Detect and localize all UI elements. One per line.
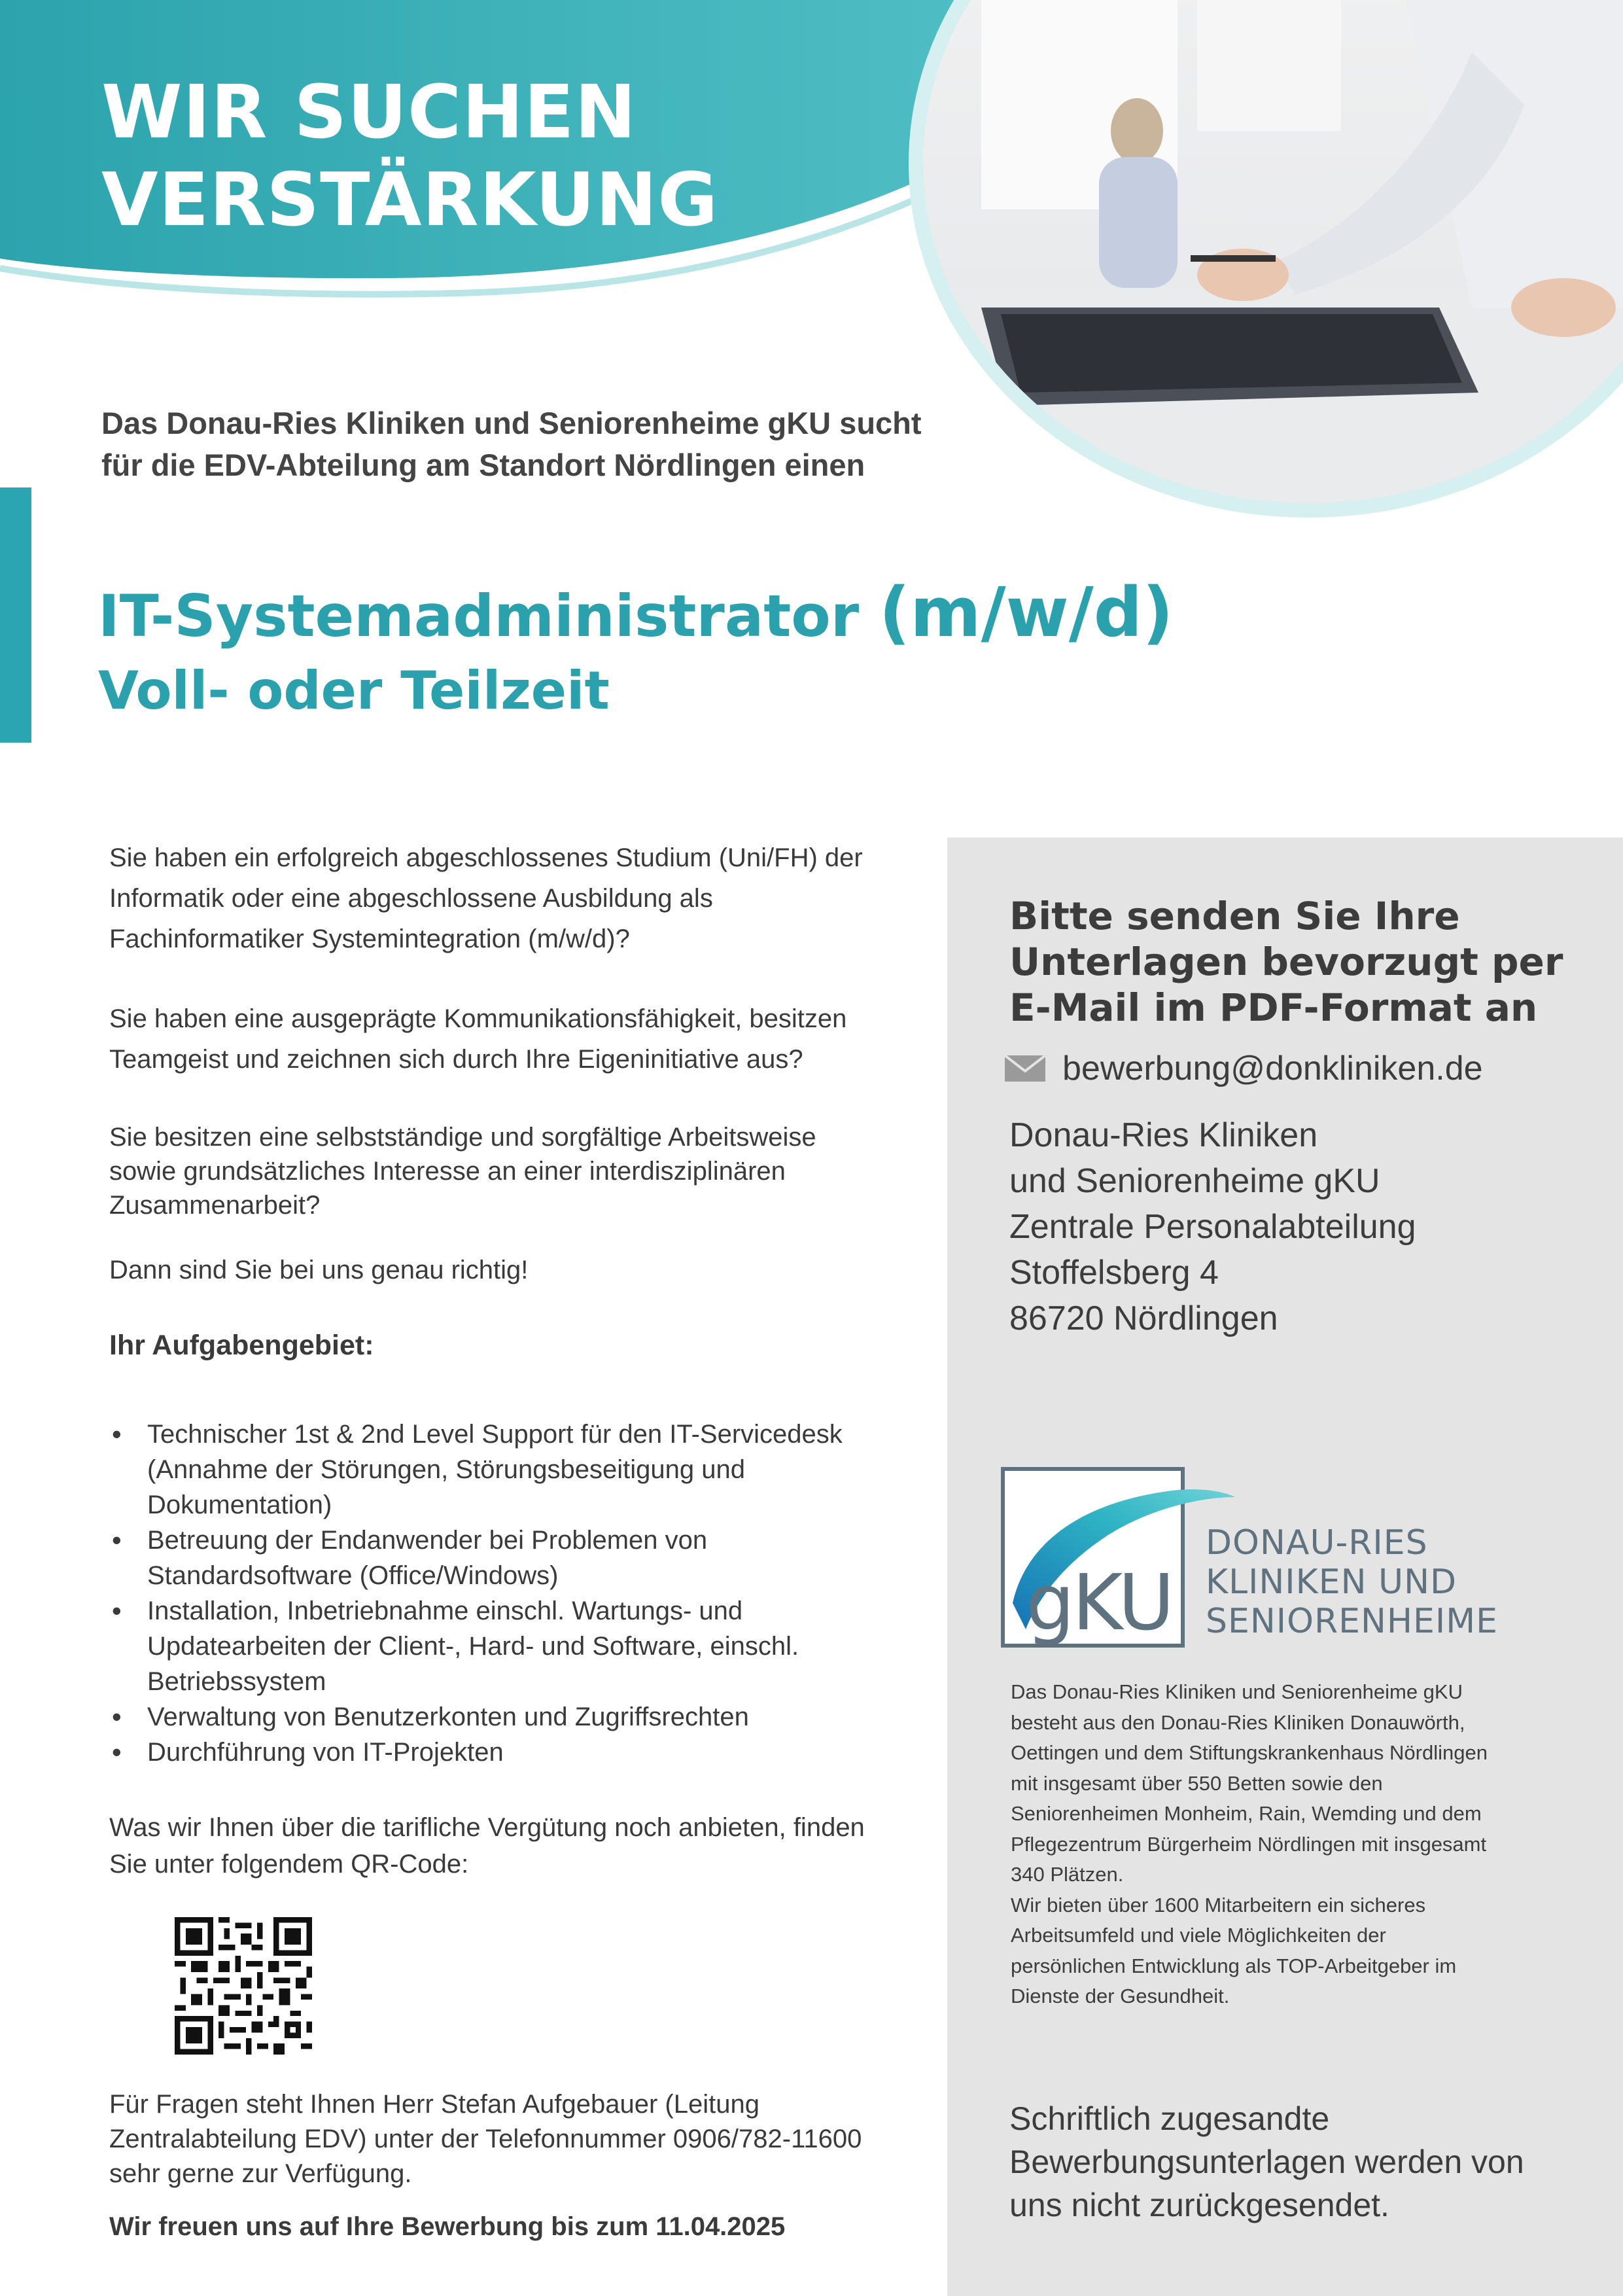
text-line: Sie haben ein erfolgreich abgeschlossenes Studium (Uni/FH) der <box>109 843 863 872</box>
text-line: 340 Plätzen. <box>1011 1863 1124 1886</box>
return-note <box>1009 2097 1598 2227</box>
text-line: • Betreuung der Endanwender bei Problemen von <box>147 1526 708 1555</box>
text-line: • Durchführung von IT-Projekten <box>147 1738 504 1767</box>
office-worker-laptop-photo <box>916 0 1623 523</box>
text-line: 86720 Nördlingen <box>1009 1299 1278 1337</box>
text-line: Teamgeist und zeichnen sich durch Ihre Eigeninitiative aus? <box>109 1045 803 1074</box>
text-line: Pflegezentrum Bürgerheim Nördlingen mit insgesamt <box>1011 1832 1487 1856</box>
text-line: Donau-Ries Kliniken <box>1009 1116 1318 1154</box>
text-line: Arbeitsumfeld und viele Möglichkeiten der <box>1011 1924 1386 1947</box>
text-line: Seniorenheimen Monheim, Rain, Wemding und dem <box>1011 1802 1482 1825</box>
list-item <box>109 1523 927 1593</box>
text-line: Unterlagen bevorzugt per <box>1009 940 1563 984</box>
text-line: SENIORENHEIME <box>1206 1602 1498 1641</box>
text-line: • Technischer 1st & 2nd Level Support für den IT-Servicedesk <box>147 1420 843 1449</box>
text-line: persönlichen Entwicklung als TOP-Arbeitgeber im <box>1011 1954 1457 1977</box>
text-line: Informatik oder eine abgeschlossene Ausbildung als <box>109 884 713 913</box>
deadline-text: Wir freuen uns auf Ihre Bewerbung bis zum 11.04.2025 <box>109 2212 786 2241</box>
task-list <box>109 1417 927 1770</box>
text-line: sehr gerne zur Verfügung. <box>109 2159 412 2188</box>
accent-bar <box>0 487 31 743</box>
email-row[interactable] <box>1005 1046 1483 1091</box>
profile-paragraph-4: Dann sind Sie bei uns genau richtig! <box>109 1256 529 1284</box>
qr-code-icon[interactable] <box>175 1917 312 2055</box>
text-line: • Verwaltung von Benutzerkonten und Zugriffsrechten <box>147 1703 749 1731</box>
text-line: Sie besitzen eine selbstständige und sorgfältige Arbeitsweise <box>109 1123 816 1152</box>
text-line: Dokumentation) <box>147 1491 332 1519</box>
text-line: uns nicht zurückgesendet. <box>1009 2187 1389 2223</box>
text-line: Was wir Ihnen über die tarifliche Vergütung noch anbieten, finden <box>109 1813 865 1842</box>
text-line: Schriftlich zugesandte <box>1009 2100 1330 2137</box>
text-line: Dienste der Gesundheit. <box>1011 1985 1230 2007</box>
tasks-heading: Ihr Aufgabengebiet: <box>109 1330 374 1361</box>
text-line: DONAU-RIES <box>1206 1523 1428 1563</box>
text-line: Wir bieten über 1600 Mitarbeitern ein sicheres <box>1011 1893 1426 1916</box>
job-title <box>98 573 1174 725</box>
profile-paragraph-2 <box>109 998 927 1080</box>
list-item <box>109 1417 927 1523</box>
headline-line-1: WIR SUCHEN <box>101 70 637 155</box>
text-line: Für Fragen steht Ihnen Herr Stefan Aufgebauer (Leitung <box>109 2090 759 2119</box>
text-line: sowie grundsätzliches Interesse an einer interdisziplinären <box>109 1157 786 1186</box>
text-line: Bewerbungsunterlagen werden von <box>1009 2144 1524 2180</box>
text-line: Fachinformatiker Systemintegration (m/w/d)? <box>109 925 630 953</box>
text-line: mit insgesamt über 550 Betten sowie den <box>1011 1771 1383 1795</box>
apply-heading <box>1009 893 1598 1031</box>
intro-line-1: Das Donau-Ries Kliniken und Seniorenheime gKU sucht <box>101 406 922 440</box>
text-line: (Annahme der Störungen, Störungsbeseitigung und <box>147 1455 745 1484</box>
job-title-gender: (m/w/d) <box>879 573 1174 652</box>
postal-address <box>1009 1112 1416 1341</box>
text-line: besteht aus den Donau-Ries Kliniken Donauwörth, <box>1011 1710 1465 1734</box>
intro-text <box>101 402 1017 486</box>
profile-paragraph-1 <box>109 838 927 959</box>
text-line: Zentrale Personalabteilung <box>1009 1208 1416 1246</box>
text-line: Standardsoftware (Office/Windows) <box>147 1561 559 1590</box>
text-line: Oettingen und dem Stiftungskrankenhaus Nördlingen <box>1011 1741 1488 1764</box>
logo-mark: gKU <box>1026 1557 1172 1648</box>
job-type: Voll- oder Teilzeit <box>98 660 610 721</box>
text-line: Bitte senden Sie Ihre <box>1009 894 1460 938</box>
profile-paragraph-3 <box>109 1120 927 1222</box>
text-line: Updatearbeiten der Client-, Hard- und Software, einschl. <box>147 1632 799 1661</box>
logo-text <box>1206 1523 1498 1641</box>
text-line: Betriebssystem <box>147 1667 326 1696</box>
headline-line-2: VERSTÄRKUNG <box>101 158 719 243</box>
text-line: Sie unter folgendem QR-Code: <box>109 1850 469 1879</box>
about-text <box>1011 1677 1539 2012</box>
list-item <box>109 1735 927 1770</box>
application-panel <box>947 838 1623 2296</box>
job-title-name: IT-Systemadministrator <box>98 582 860 650</box>
text-line: Sie haben eine ausgeprägte Kommunikationsfähigkeit, besitzen <box>109 1004 847 1033</box>
intro-line-2: für die EDV-Abteilung am Standort Nördlingen einen <box>101 448 865 482</box>
list-item <box>109 1699 927 1735</box>
envelope-icon <box>1005 1055 1045 1082</box>
text-line: KLINIKEN UND <box>1206 1563 1457 1602</box>
list-item <box>109 1593 927 1699</box>
text-line: • Installation, Inbetriebnahme einschl. Wartungs- und <box>147 1597 743 1625</box>
text-line: Stoffelsberg 4 <box>1009 1254 1219 1292</box>
text-line: Zusammenarbeit? <box>109 1191 321 1220</box>
text-line: und Seniorenheime gKU <box>1009 1162 1380 1200</box>
contact-text <box>109 2087 927 2191</box>
text-line: Das Donau-Ries Kliniken und Seniorenheime gKU <box>1011 1680 1463 1703</box>
salary-text <box>109 1809 927 1882</box>
text-line: E-Mail im PDF-Format an <box>1009 985 1538 1030</box>
headline <box>101 69 854 244</box>
email-link[interactable]: bewerbung@donkliniken.de <box>1062 1050 1483 1087</box>
text-line: Zentralabteilung EDV) unter der Telefonnummer 0906/782-11600 <box>109 2125 862 2153</box>
